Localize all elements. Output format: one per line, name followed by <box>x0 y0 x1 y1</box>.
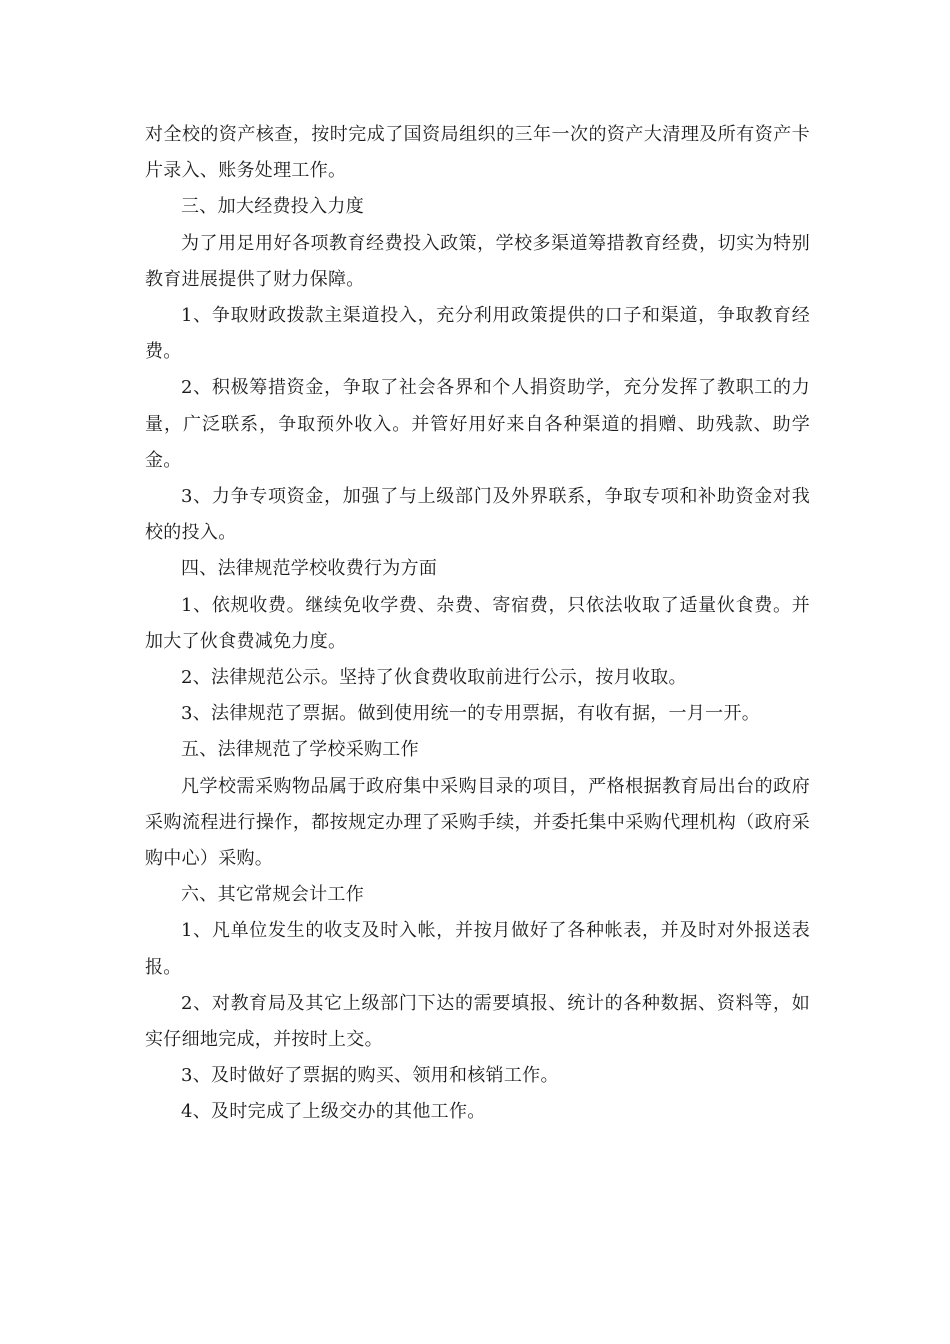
paragraph: 为了用足用好各项教育经费投入政策，学校多渠道筹措教育经费，切实为特别教育进展提供了财力保障。 <box>145 232 810 290</box>
section-heading-5: 五、法律规范了学校采购工作 <box>181 739 419 761</box>
list-item: 1、争取财政拨款主渠道投入，充分利用政策提供的口子和渠道，争取教育经费。 <box>145 305 810 363</box>
list-item: 2、对教育局及其它上级部门下达的需要填报、统计的各种数据、资料等，如实仔细地完成，并按时上交。 <box>145 992 810 1051</box>
paragraph: 凡学校需采购物品属于政府集中采购目录的项目，严格根据教育局出台的政府采购流程进行操作，都按规定办理了采购手续，并委托集中采购代理机构（政府采购中心）采购。 <box>145 775 810 870</box>
document-body <box>145 117 810 1131</box>
list-item: 1、依规收费。继续免收学费、杂费、寄宿费，只依法收取了适量伙食费。并加大了伙食费减免力度。 <box>145 594 810 652</box>
section-heading-4: 四、法律规范学校收费行为方面 <box>181 558 438 580</box>
list-item: 2、法律规范公示。坚持了伙食费收取前进行公示，按月收取。 <box>181 667 687 689</box>
list-item: 4、及时完成了上级交办的其他工作。 <box>181 1101 486 1123</box>
list-item: 2、积极筹措资金，争取了社会各界和个人捐资助学，充分发挥了教职工的力量，广泛联系，争取预外收入。并管好用好来自各种渠道的捐赠、助残款、助学金。 <box>145 377 810 471</box>
paragraph-continuation: 对全校的资产核查，按时完成了国资局组织的三年一次的资产大清理及所有资产卡片录入、账务处理工作。 <box>145 124 810 182</box>
list-item: 3、力争专项资金，加强了与上级部门及外界联系，争取专项和补助资金对我校的投入。 <box>145 486 810 544</box>
list-item: 3、法律规范了票据。做到使用统一的专用票据，有收有据，一月一开。 <box>181 703 761 725</box>
list-item: 1、凡单位发生的收支及时入帐，并按月做好了各种帐表，并及时对外报送表报。 <box>145 920 810 978</box>
section-heading-3: 三、加大经费投入力度 <box>181 196 364 218</box>
list-item: 3、及时做好了票据的购买、领用和核销工作。 <box>181 1065 559 1087</box>
section-heading-6: 六、其它常规会计工作 <box>181 884 364 906</box>
